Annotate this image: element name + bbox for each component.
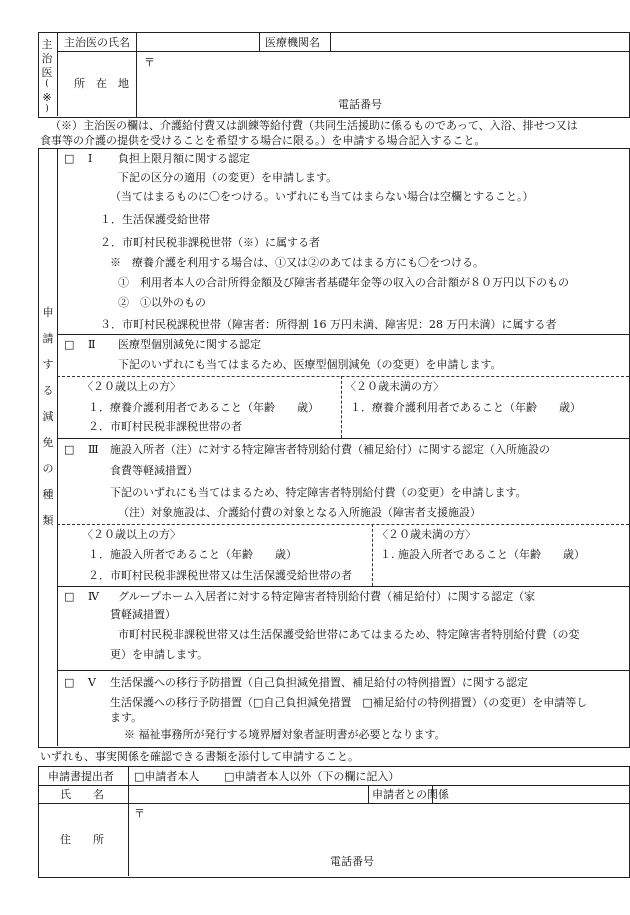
doctor-name-field[interactable] [138,33,258,50]
sec5-line1: 生活保護への移行予防措置（□自己負担減免措置 □補足給付の特例措置）（の変更）を申請等し [110,696,588,709]
sec2-right-item1: １．療養介護利用者であること（年齢 歳） [350,401,581,414]
sec2-checkbox[interactable]: □ [64,338,75,351]
sec2-left-item2: ２．市町村民税非課税世帯の者 [88,420,242,433]
sec5-roman: Ⅴ [88,676,96,689]
sec4-line2: 更）を申請します。 [110,648,209,661]
sec4-title-line2: 賃軽減措置） [110,608,176,621]
sec1-note-option2: ② ①以外のもの [118,296,206,309]
sec2-title: 医療型個別減免に関する認定 [118,338,261,351]
doctor-side-label: 主 治 医 ( ※ ) [41,38,53,115]
doctor-note-line1: （※）主治医の欄は、介護給付費又は訓練等給付費（共同生活援助に係るものであって、入浴、排せつ又は [50,119,578,132]
sec3-line1: 下記のいずれにも当てはまるため、特定障害者特別給付費（の変更）を申請します。 [110,486,527,499]
submitter-name-field[interactable] [130,787,366,802]
sec3-left-head: 〈２０歳以上の方〉 [82,528,181,541]
sec1-roman: Ⅰ [88,152,93,165]
submitter-name-label: 氏 名 [60,788,104,801]
relation-field[interactable] [434,787,626,802]
sec5-line2: ます。 [110,711,143,724]
sec1-item1: １．生活保護受給世帯 [100,213,210,226]
sec3-title-line2: 食費等軽減措置） [110,464,198,477]
sec1-item3: ３．市町村民税課税世帯（障害者：所得割 16 万円未満、障害児：28 万円未満）に属する者 [100,318,557,331]
sec3-title-line1: 施設入所者（注）に対する特定障害者特別給付費（補足給付）に関する認定（入所施設の [110,443,550,456]
sec2-line1: 下記のいずれにも当てはまるため、医療型個別減免（の変更）を申請します。 [118,358,502,371]
sec4-roman: Ⅳ [88,590,99,603]
sec5-note: ※ 福祉事務所が発行する境界層対象者証明書が必要となります。 [124,728,446,741]
sec3-right-item1: １. 施設入所者であること（年齢 歳） [380,548,585,561]
submitter-phone-label: 電話番号 [330,855,374,868]
submitter-postal-mark: 〒 [134,807,145,820]
doctor-name-label: 主治医の氏名 [64,36,130,49]
institution-label: 医療機関名 [265,36,320,49]
doctor-address-label: 所 在 地 [74,77,129,90]
attach-note: いずれも、事実関係を確認できる書類を添付して申請すること。 [40,750,359,763]
sec3-roman: Ⅲ [88,443,99,456]
sec5-checkbox[interactable]: □ [64,676,75,689]
doctor-note-line2: 食事等の介護の提供を受けることを希望する場合に限る。）を申請する場合記入すること。 [40,134,486,147]
doctor-address-field[interactable] [138,53,626,115]
sec2-left-item1: １．療養介護利用者であること（年齢 歳） [88,401,319,414]
submitter-option-self[interactable]: □申請者本人 [134,770,200,783]
doctor-phone-label: 電話番号 [338,98,382,111]
sec2-roman: Ⅱ [88,338,96,351]
sec3-left-item1: １．施設入所者であること（年齢 歳） [88,548,297,561]
sec1-title: 負担上限月額に関する認定 [118,152,250,165]
sec1-item2: ２．市町村民税非課税世帯（※）に属する者 [100,236,320,249]
submitter-address-field[interactable] [130,805,626,874]
sec5-title: 生活保護への移行予防措置（自己負担減免措置、補足給付の特例措置）に関する認定 [110,676,528,689]
sec3-checkbox[interactable]: □ [64,443,75,456]
sec4-title-line1: グループホーム入居者に対する特定障害者特別給付費（補足給付）に関する認定（家 [118,590,536,603]
sec3-right-head: 〈２０歳未満の方〉 [377,528,476,541]
relation-label: 申請者との関係 [372,788,449,801]
postal-mark: 〒 [144,56,155,69]
sec1-note-option1: ① 利用者本人の合計所得金額及び障害者基礎年金等の収入の合計額が８０万円以下のもの [118,276,569,289]
sec1-checkbox[interactable]: □ [64,152,75,165]
sec3-left-item2: ２．市町村民税非課税世帯又は生活保護受給世帯の者 [88,569,352,582]
sec2-right-head: 〈２０歳未満の方〉 [345,380,444,393]
sec1-line2: （当てはまるものに〇をつける。いずれにも当てはまらない場合は空欄とすること。） [110,190,534,203]
institution-field[interactable] [332,33,626,50]
sec1-note: ※ 療養介護を利用する場合は、①又は②のあてはまる方にも〇をつける。 [110,256,484,269]
submitter-label: 申請書提出者 [48,770,114,783]
submitter-address-label: 住 所 [60,833,104,846]
sec4-line1: 市町村民税非課税世帯又は生活保護受給世帯にあてはまるため、特定障害者特別給付費（の変 [118,628,580,641]
sec1-line1: 下記の区分の適用（の変更）を申請します。 [118,171,338,184]
sec4-checkbox[interactable]: □ [64,590,75,603]
sec3-line2: （注）対象施設は、介護給付費の対象となる入所施設（障害者支援施設） [118,506,481,519]
reduction-side-label: 申 請 す る 減 免 の 種 類 [42,306,54,527]
submitter-option-other[interactable]: □申請者本人以外（下の欄に記入） [224,770,400,783]
sec2-left-head: 〈２０歳以上の方〉 [82,380,181,393]
